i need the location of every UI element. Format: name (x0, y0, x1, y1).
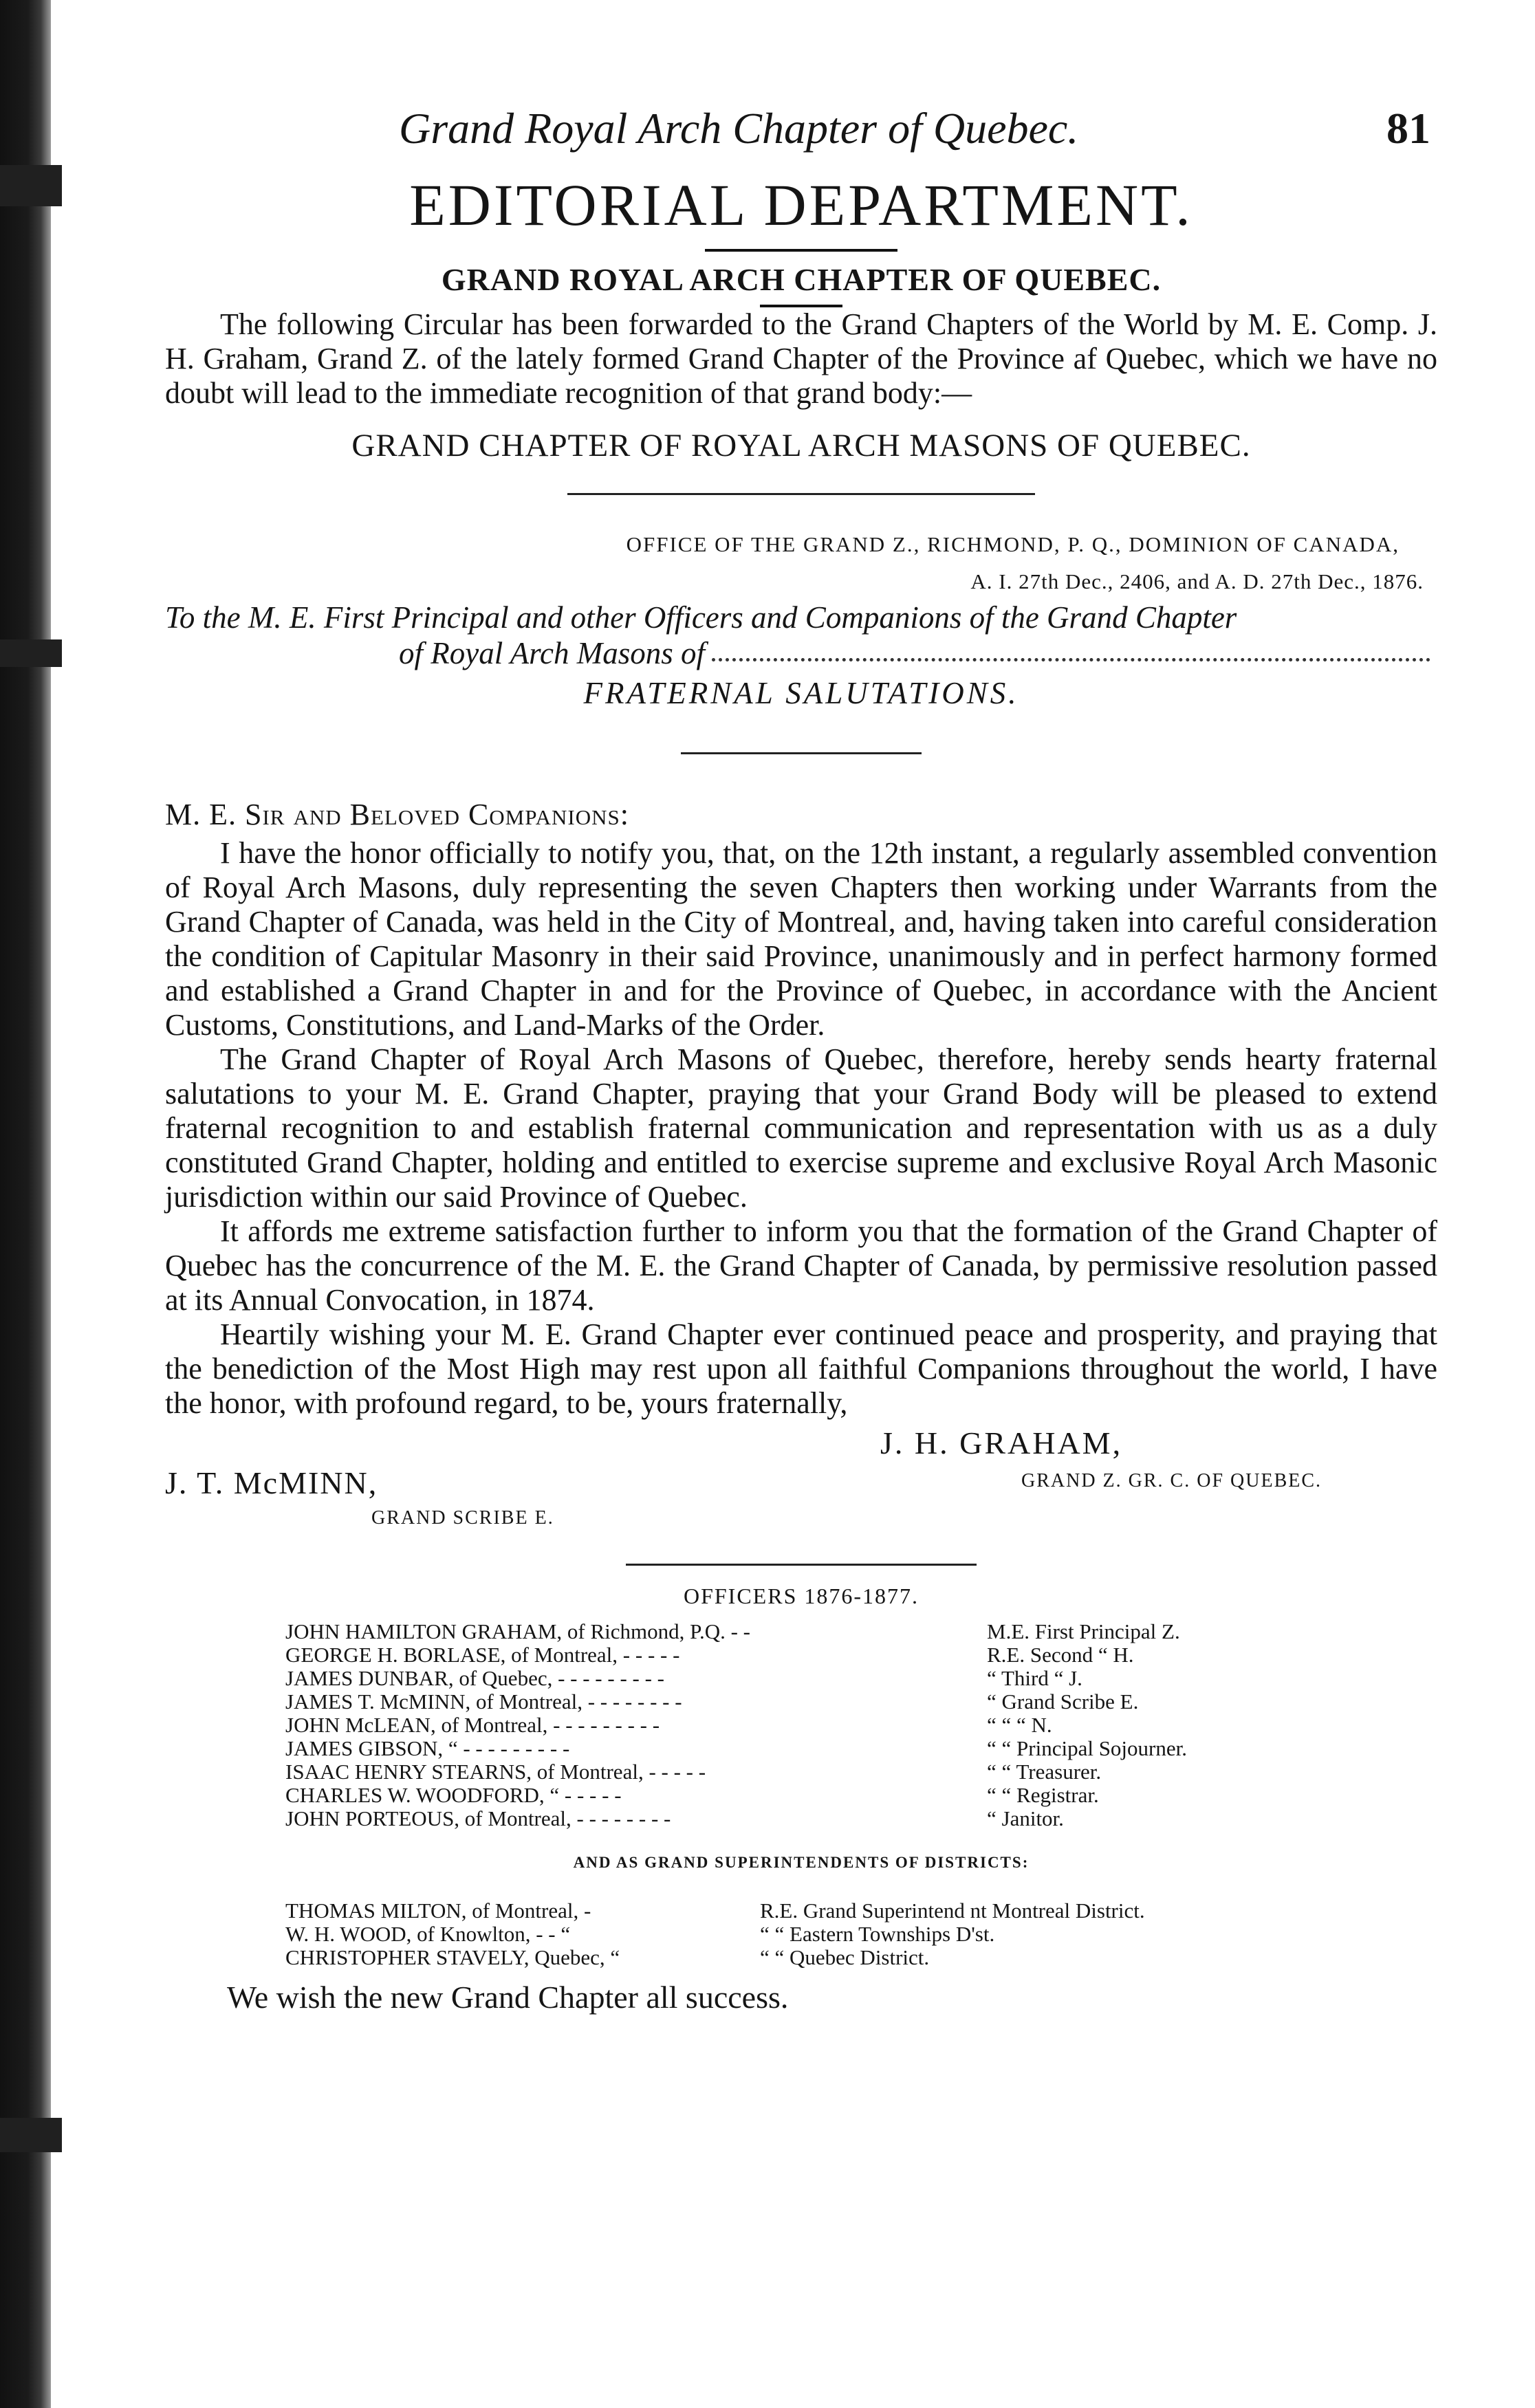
superintendent-office: R.E. Grand Superintend nt Montreal District. (760, 1898, 1145, 1923)
officer-name: JAMES T. McMINN, of Montreal, - - - - - - - - (285, 1690, 682, 1714)
superintendent-name: THOMAS MILTON, of Montreal, - (285, 1898, 591, 1923)
officer-office: “ Grand Scribe E. (987, 1689, 1139, 1714)
page-number: 81 (1386, 104, 1430, 153)
circular-heading: GRAND CHAPTER OF ROYAL ARCH MASONS OF QUEBEC. (351, 428, 1251, 463)
officer-office: “ “ “ N. (987, 1713, 1052, 1737)
page-content (165, 103, 1437, 2015)
officer-office: “ Third “ J. (987, 1666, 1082, 1690)
salutations-heading: FRATERNAL SALUTATIONS. (583, 676, 1019, 710)
signature-graham: J. H. GRAHAM, (880, 1425, 1123, 1460)
office-line: OFFICE OF THE GRAND Z., RICHMOND, P. Q., DOMINION OF CANADA, (626, 532, 1400, 556)
officer-name: ISAAC HENRY STEARNS, of Montreal, - - - - - (285, 1760, 706, 1784)
officer-name: JOHN HAMILTON GRAHAM, of Richmond, P.Q. - - (285, 1620, 750, 1643)
letter-body (165, 836, 1437, 1421)
superintendent-name: W. H. WOOD, of Knowlton, - - “ (285, 1922, 571, 1946)
letter-paragraph: I have the honor officially to notify you, that, on the 12th instant, a regularly assembled convention of Royal Arch Masons, duly representing the seven Chapters then working under Warrants from the Grand Chapter of Canada, was held in the City of Montreal, and, having taken into careful consideration the condition of Capitular Masonry in their said Province, unanimously and in perfect harmony formed and established a Grand Chapter in and for the Province of Quebec, in accordance with the Ancient Customs, Constitutions, and Land-Marks of the Order. (165, 836, 1437, 1042)
officer-row (285, 1807, 1437, 1830)
superintendents-title: AND AS GRAND SUPERINTENDENTS OF DISTRICTS: (573, 1854, 1030, 1871)
officer-name: JAMES DUNBAR, of Quebec, - - - - - - - - - (285, 1667, 664, 1690)
officer-row (285, 1714, 1437, 1737)
address-line: To the M. E. First Principal and other Officers and Companions of the Grand Chapter (165, 600, 1237, 635)
chapter-title: GRAND ROYAL ARCH CHAPTER OF QUEBEC. (441, 262, 1162, 297)
officer-row (285, 1737, 1437, 1760)
signature-mcminn: J. T. McMINN, (165, 1465, 378, 1500)
officers-list (285, 1620, 1437, 1830)
officer-name: JOHN McLEAN, of Montreal, - - - - - - - - - (285, 1714, 660, 1737)
binding-edge-mark (0, 639, 62, 667)
officer-row (285, 1760, 1437, 1784)
officer-row (285, 1784, 1437, 1807)
closing-line: We wish the new Grand Chapter all success. (227, 1980, 789, 2015)
binding-edge-mark (0, 165, 62, 206)
letter-paragraph: The Grand Chapter of Royal Arch Masons of Quebec, therefore, hereby sends hearty fraternal salutations to your M. E. Grand Chapter, praying that your Grand Body will be pleased to extend fraternal recognition to and establish fraternal communication and representation with us as a duly constituted Grand Chapter, holding and entitled to exercise supreme and exclusive Royal Arch Masonic jurisdiction within our said Province of Quebec. (165, 1042, 1437, 1214)
signature-block (165, 1425, 1437, 1535)
section-rule (567, 493, 1035, 495)
superintendent-row (285, 1923, 1437, 1946)
running-title: Grand Royal Arch Chapter of Quebec. (399, 104, 1079, 153)
officer-row (285, 1643, 1437, 1667)
running-head (165, 103, 1437, 165)
officer-row (285, 1620, 1437, 1643)
letter-paragraph: Heartily wishing your M. E. Grand Chapter ever continued peace and prosperity, and praying that the benediction of the Most High may rest upon all faithful Companions throughout the world, I have the honor, with profound regard, to be, yours fraternally, (165, 1317, 1437, 1420)
officer-name: JAMES GIBSON, “ - - - - - - - - - (285, 1737, 570, 1760)
address-dotted-leader (712, 635, 1430, 661)
superintendents-list (285, 1899, 1437, 1969)
officer-office: M.E. First Principal Z. (987, 1619, 1180, 1643)
title-rule (705, 249, 897, 252)
letter-paragraph: It affords me extreme satisfaction further to inform you that the formation of the Grand Chapter of Quebec has the concurrence of the M. E. the Grand Chapter of Canada, by permissive resolution passed at its Annual Convocation, in 1874. (165, 1214, 1437, 1317)
superintendent-row (285, 1899, 1437, 1923)
officer-office: “ “ Registrar. (987, 1783, 1099, 1807)
date-line: A. I. 27th Dec., 2406, and A. D. 27th Dec., 1876. (970, 569, 1424, 593)
address-line-text: of Royal Arch Masons of (399, 636, 705, 670)
officer-office: R.E. Second “ H. (987, 1643, 1134, 1667)
superintendent-name: CHRISTOPHER STAVELY, Quebec, “ (285, 1945, 620, 1969)
officers-title: OFFICERS 1876-1877. (683, 1584, 919, 1608)
binding-edge (0, 0, 51, 2408)
signature-mcminn-title: GRAND SCRIBE E. (371, 1507, 554, 1529)
binding-edge-mark (0, 2118, 62, 2152)
officer-name: JOHN PORTEOUS, of Montreal, - - - - - - - - (285, 1807, 671, 1830)
superintendent-office: “ “ Quebec District. (760, 1945, 930, 1969)
letter-rule (681, 752, 922, 754)
letter-greeting: M. E. Sir and Beloved Companions: (165, 798, 629, 831)
officer-office: “ “ Principal Sojourner. (987, 1736, 1187, 1760)
signature-graham-title: GRAND Z. GR. C. OF QUEBEC. (1021, 1470, 1322, 1491)
officer-row (285, 1667, 1437, 1690)
department-title: EDITORIAL DEPARTMENT. (409, 172, 1193, 238)
address-line-continued (399, 635, 1437, 671)
intro-paragraph: The following Circular has been forwarded to the Grand Chapters of the World by M. E. Comp. J. H. Graham, Grand Z. of the lately formed Grand Chapter of the Province af Quebec, which we have no doubt will lead to the immediate recognition of that grand body:— (165, 307, 1437, 410)
officer-office: “ Janitor. (987, 1806, 1064, 1830)
officer-office: “ “ Treasurer. (987, 1760, 1102, 1784)
officer-name: CHARLES W. WOODFORD, “ - - - - - (285, 1784, 622, 1807)
officer-row (285, 1690, 1437, 1714)
officer-name: GEORGE H. BORLASE, of Montreal, - - - - - (285, 1643, 680, 1667)
superintendent-row (285, 1946, 1437, 1969)
superintendent-office: “ “ Eastern Townships D'st. (760, 1922, 995, 1946)
officers-rule (626, 1564, 977, 1566)
